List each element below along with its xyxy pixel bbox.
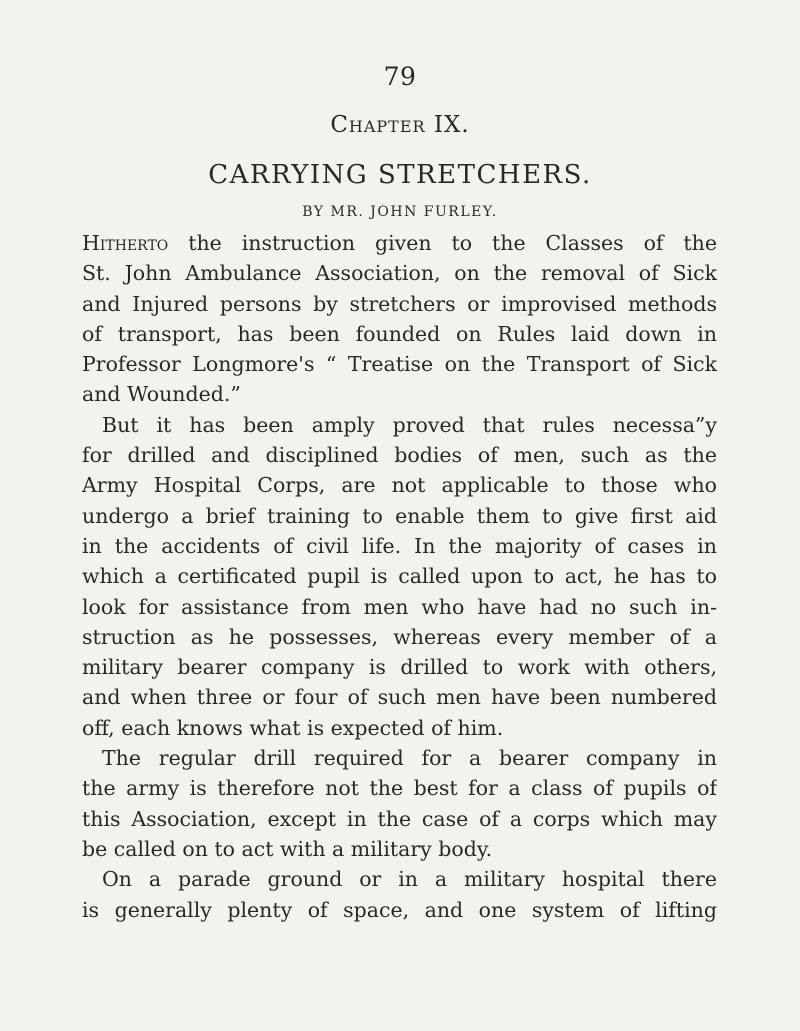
text-line: military bearer company is drilled to work with others,	[82, 655, 717, 680]
text-line: St. John Ambulance Association, on the removal of Sick	[82, 261, 717, 286]
paragraph	[82, 228, 717, 410]
article-title: CARRYING STRETCHERS.	[208, 160, 592, 190]
text-line: for drilled and disciplined bodies of men, such as the	[82, 443, 717, 468]
lead-word: Hitherto	[82, 231, 169, 255]
body-text	[82, 228, 717, 925]
page-number: 79	[383, 62, 417, 91]
text-line: The regular drill required for a bearer company in	[102, 746, 717, 771]
text-line: But it has been amply proved that rules necessa”y	[102, 412, 717, 437]
text-line: Hitherto the instruction given to the Classes of the	[82, 231, 717, 255]
text-line: in the accidents of civil life. In the majority of cases in	[82, 533, 717, 558]
text-line: and when three or four of such men have been numbered	[82, 685, 717, 710]
text-line: and Wounded.”	[82, 382, 241, 407]
text-line: off, each knows what is expected of him.	[82, 715, 504, 740]
text-line: On a parade ground or in a military hospital there	[102, 867, 717, 892]
text-line: this Association, except in the case of a corps which may	[82, 806, 717, 831]
text-line: the army is therefore not the best for a class of pupils of	[82, 776, 717, 801]
text-line: be called on to act with a military body.	[82, 836, 493, 861]
text-line: undergo a brief training to enable them to give first aid	[82, 503, 717, 528]
paragraph	[82, 864, 717, 925]
text-line: of transport, has been founded on Rules laid down in	[82, 321, 717, 346]
text-line: which a certificated pupil is called upon to act, he has to	[82, 564, 717, 589]
paragraph	[82, 410, 717, 743]
text-line: struction as he possesses, whereas every member of a	[82, 624, 717, 649]
text-line: is generally plenty of space, and one system of lifting	[82, 897, 717, 922]
text-line: Professor Longmore's “ Treatise on the Transport of Sick	[82, 352, 717, 377]
paragraph	[82, 743, 717, 864]
chapter-heading: Chapter IX.	[330, 112, 470, 138]
text-line: Army Hospital Corps, are not applicable to those who	[82, 473, 717, 498]
text-line: and Injured persons by stretchers or improvised methods	[82, 291, 717, 316]
author-byline: BY MR. JOHN FURLEY.	[302, 204, 498, 220]
text-line: look for assistance from men who have had no such in-	[82, 594, 717, 619]
